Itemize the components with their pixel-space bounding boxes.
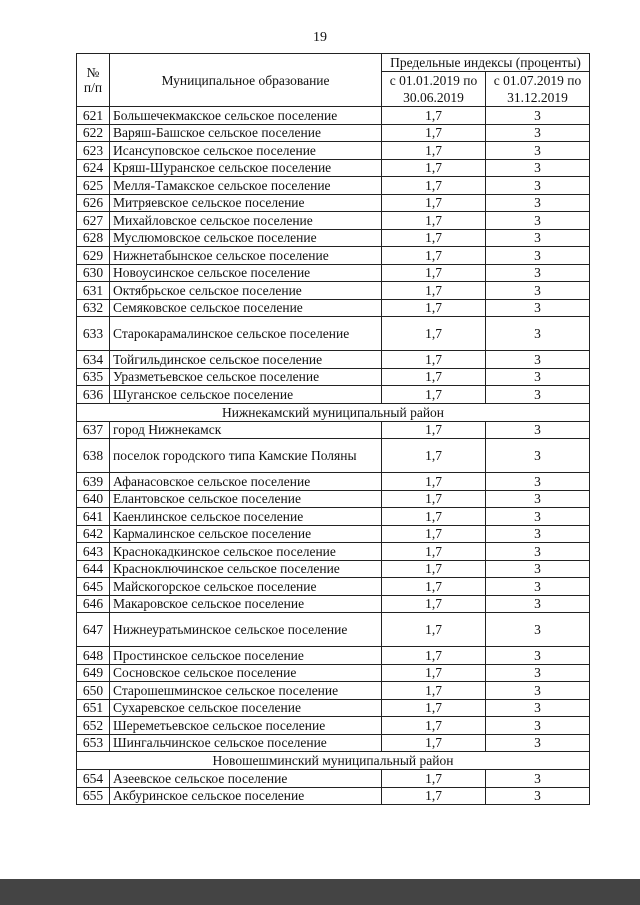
row-number: 652	[77, 717, 110, 735]
table-row	[77, 439, 590, 473]
index-period-1: 1,7	[382, 717, 486, 735]
index-period-2: 3	[486, 107, 590, 125]
index-period-1: 1,7	[382, 247, 486, 265]
municipality-name: Краснокадкинское сельское поселение	[110, 543, 382, 561]
table-row	[77, 212, 590, 230]
index-period-2: 3	[486, 142, 590, 160]
row-number: 638	[77, 439, 110, 473]
municipality-name: Нижнеуратьминское сельское поселение	[110, 613, 382, 647]
index-period-2: 3	[486, 699, 590, 717]
row-number: 639	[77, 473, 110, 491]
municipality-name: Старокарамалинское сельское поселение	[110, 317, 382, 351]
row-number: 642	[77, 525, 110, 543]
index-period-2: 3	[486, 473, 590, 491]
index-period-2: 3	[486, 578, 590, 596]
table-row	[77, 386, 590, 404]
index-period-2: 3	[486, 351, 590, 369]
index-period-1: 1,7	[382, 578, 486, 596]
table-row	[77, 229, 590, 247]
row-number: 630	[77, 264, 110, 282]
row-number: 629	[77, 247, 110, 265]
municipality-name: Шереметьевское сельское поселение	[110, 717, 382, 735]
municipality-name: Кармалинское сельское поселение	[110, 525, 382, 543]
index-period-1: 1,7	[382, 439, 486, 473]
district-name: Нижнекамский муниципальный район	[77, 403, 590, 421]
index-period-1: 1,7	[382, 490, 486, 508]
table-row	[77, 490, 590, 508]
table-row	[77, 107, 590, 125]
index-period-1: 1,7	[382, 595, 486, 613]
table-row	[77, 177, 590, 195]
row-number: 651	[77, 699, 110, 717]
row-number: 645	[77, 578, 110, 596]
index-period-2: 3	[486, 647, 590, 665]
index-period-2: 3	[486, 368, 590, 386]
row-number: 655	[77, 787, 110, 805]
row-number: 622	[77, 124, 110, 142]
municipality-name: Октябрьское сельское поселение	[110, 282, 382, 300]
row-number: 640	[77, 490, 110, 508]
index-period-2: 3	[486, 282, 590, 300]
municipality-name: поселок городского типа Камские Поляны	[110, 439, 382, 473]
index-period-2: 3	[486, 439, 590, 473]
row-number: 641	[77, 508, 110, 526]
municipality-name: Елантовское сельское поселение	[110, 490, 382, 508]
index-period-1: 1,7	[382, 299, 486, 317]
index-period-2: 3	[486, 212, 590, 230]
municipality-name: город Нижнекамск	[110, 421, 382, 439]
table-row	[77, 264, 590, 282]
table-row	[77, 595, 590, 613]
district-header-row	[77, 752, 590, 770]
index-period-1: 1,7	[382, 212, 486, 230]
index-period-2: 3	[486, 560, 590, 578]
municipality-name: Кряш-Шуранское сельское поселение	[110, 159, 382, 177]
index-period-1: 1,7	[382, 734, 486, 752]
municipality-name: Новоусинское сельское поселение	[110, 264, 382, 282]
index-period-1: 1,7	[382, 699, 486, 717]
row-number: 653	[77, 734, 110, 752]
table-row	[77, 525, 590, 543]
table-row	[77, 770, 590, 788]
row-number: 654	[77, 770, 110, 788]
district-name: Новошешминский муниципальный район	[77, 752, 590, 770]
table-row	[77, 124, 590, 142]
table-row	[77, 717, 590, 735]
index-period-1: 1,7	[382, 368, 486, 386]
municipality-name: Сухаревское сельское поселение	[110, 699, 382, 717]
municipality-name: Мелля-Тамакское сельское поселение	[110, 177, 382, 195]
row-number: 636	[77, 386, 110, 404]
row-number: 643	[77, 543, 110, 561]
table-body	[77, 107, 590, 805]
row-number: 628	[77, 229, 110, 247]
index-period-1: 1,7	[382, 124, 486, 142]
index-period-1: 1,7	[382, 647, 486, 665]
row-number: 633	[77, 317, 110, 351]
index-period-2: 3	[486, 543, 590, 561]
index-period-1: 1,7	[382, 159, 486, 177]
index-period-2: 3	[486, 194, 590, 212]
index-period-2: 3	[486, 247, 590, 265]
municipality-name: Старошешминское сельское поселение	[110, 682, 382, 700]
index-period-1: 1,7	[382, 264, 486, 282]
municipality-name: Исансуповское сельское поселение	[110, 142, 382, 160]
row-number: 623	[77, 142, 110, 160]
municipality-name: Семяковское сельское поселение	[110, 299, 382, 317]
municipality-name: Афанасовское сельское поселение	[110, 473, 382, 491]
index-period-2: 3	[486, 159, 590, 177]
municipality-name: Нижнетабынское сельское поселение	[110, 247, 382, 265]
scan-bottom-edge	[0, 879, 640, 905]
index-period-1: 1,7	[382, 107, 486, 125]
row-number: 632	[77, 299, 110, 317]
header-limit-indices: Предельные индексы (проценты)	[382, 54, 590, 72]
municipality-name: Простинское сельское поселение	[110, 647, 382, 665]
index-period-2: 3	[486, 787, 590, 805]
table-row	[77, 508, 590, 526]
header-period-1: с 01.01.2019 по 30.06.2019	[382, 72, 486, 107]
index-period-2: 3	[486, 595, 590, 613]
row-number: 621	[77, 107, 110, 125]
index-period-1: 1,7	[382, 351, 486, 369]
municipality-name: Муслюмовское сельское поселение	[110, 229, 382, 247]
district-header-row	[77, 403, 590, 421]
index-period-1: 1,7	[382, 508, 486, 526]
table-row	[77, 787, 590, 805]
municipality-name: Майскогорское сельское поселение	[110, 578, 382, 596]
row-number: 626	[77, 194, 110, 212]
header-municipality: Муниципальное образование	[110, 54, 382, 107]
header-period-2: с 01.07.2019 по 31.12.2019	[486, 72, 590, 107]
municipality-name: Тойгильдинское сельское поселение	[110, 351, 382, 369]
table-row	[77, 142, 590, 160]
municipality-name: Варяш-Башское сельское поселение	[110, 124, 382, 142]
index-period-1: 1,7	[382, 317, 486, 351]
index-period-1: 1,7	[382, 229, 486, 247]
table-row	[77, 159, 590, 177]
municipality-name: Митряевское сельское поселение	[110, 194, 382, 212]
index-period-2: 3	[486, 124, 590, 142]
index-period-1: 1,7	[382, 787, 486, 805]
table-row	[77, 317, 590, 351]
row-number: 646	[77, 595, 110, 613]
index-period-2: 3	[486, 613, 590, 647]
municipality-name: Акбуринское сельское поселение	[110, 787, 382, 805]
row-number: 627	[77, 212, 110, 230]
tariff-index-table	[76, 53, 590, 805]
row-number: 634	[77, 351, 110, 369]
table-row	[77, 282, 590, 300]
table-row	[77, 351, 590, 369]
index-period-2: 3	[486, 682, 590, 700]
municipality-name: Большечекмакское сельское поселение	[110, 107, 382, 125]
table-row	[77, 560, 590, 578]
index-period-1: 1,7	[382, 682, 486, 700]
table-row	[77, 543, 590, 561]
index-period-2: 3	[486, 317, 590, 351]
index-period-1: 1,7	[382, 664, 486, 682]
row-number: 650	[77, 682, 110, 700]
table-row	[77, 194, 590, 212]
row-number: 625	[77, 177, 110, 195]
row-number: 624	[77, 159, 110, 177]
table-row	[77, 421, 590, 439]
municipality-name: Азеевское сельское поселение	[110, 770, 382, 788]
index-period-2: 3	[486, 386, 590, 404]
row-number: 644	[77, 560, 110, 578]
table-row	[77, 578, 590, 596]
row-number: 647	[77, 613, 110, 647]
municipality-name: Михайловское сельское поселение	[110, 212, 382, 230]
municipality-name: Сосновское сельское поселение	[110, 664, 382, 682]
index-period-2: 3	[486, 525, 590, 543]
row-number: 648	[77, 647, 110, 665]
index-period-1: 1,7	[382, 194, 486, 212]
index-period-1: 1,7	[382, 613, 486, 647]
index-period-2: 3	[486, 421, 590, 439]
index-period-1: 1,7	[382, 473, 486, 491]
index-period-2: 3	[486, 264, 590, 282]
header-number: № п/п	[77, 54, 110, 107]
row-number: 635	[77, 368, 110, 386]
table-row	[77, 368, 590, 386]
municipality-name: Шингальчинское сельское поселение	[110, 734, 382, 752]
page-number: 19	[313, 30, 327, 45]
index-period-1: 1,7	[382, 543, 486, 561]
table-row	[77, 647, 590, 665]
index-period-1: 1,7	[382, 560, 486, 578]
index-period-1: 1,7	[382, 525, 486, 543]
row-number: 631	[77, 282, 110, 300]
index-period-2: 3	[486, 508, 590, 526]
table-row	[77, 699, 590, 717]
municipality-name: Макаровское сельское поселение	[110, 595, 382, 613]
index-period-2: 3	[486, 177, 590, 195]
index-period-1: 1,7	[382, 142, 486, 160]
municipality-name: Красноключинское сельское поселение	[110, 560, 382, 578]
index-period-2: 3	[486, 299, 590, 317]
index-period-2: 3	[486, 717, 590, 735]
index-period-2: 3	[486, 229, 590, 247]
municipality-name: Шуганское сельское поселение	[110, 386, 382, 404]
table-row	[77, 473, 590, 491]
table-row	[77, 613, 590, 647]
index-period-2: 3	[486, 664, 590, 682]
index-period-2: 3	[486, 734, 590, 752]
index-period-1: 1,7	[382, 421, 486, 439]
table-row	[77, 682, 590, 700]
index-period-1: 1,7	[382, 770, 486, 788]
row-number: 649	[77, 664, 110, 682]
table-row	[77, 734, 590, 752]
table-row	[77, 299, 590, 317]
municipality-name: Уразметьевское сельское поселение	[110, 368, 382, 386]
row-number: 637	[77, 421, 110, 439]
table-row	[77, 247, 590, 265]
municipality-name: Каенлинское сельское поселение	[110, 508, 382, 526]
index-period-2: 3	[486, 490, 590, 508]
index-period-1: 1,7	[382, 386, 486, 404]
index-period-1: 1,7	[382, 282, 486, 300]
index-period-2: 3	[486, 770, 590, 788]
index-period-1: 1,7	[382, 177, 486, 195]
table-row	[77, 664, 590, 682]
